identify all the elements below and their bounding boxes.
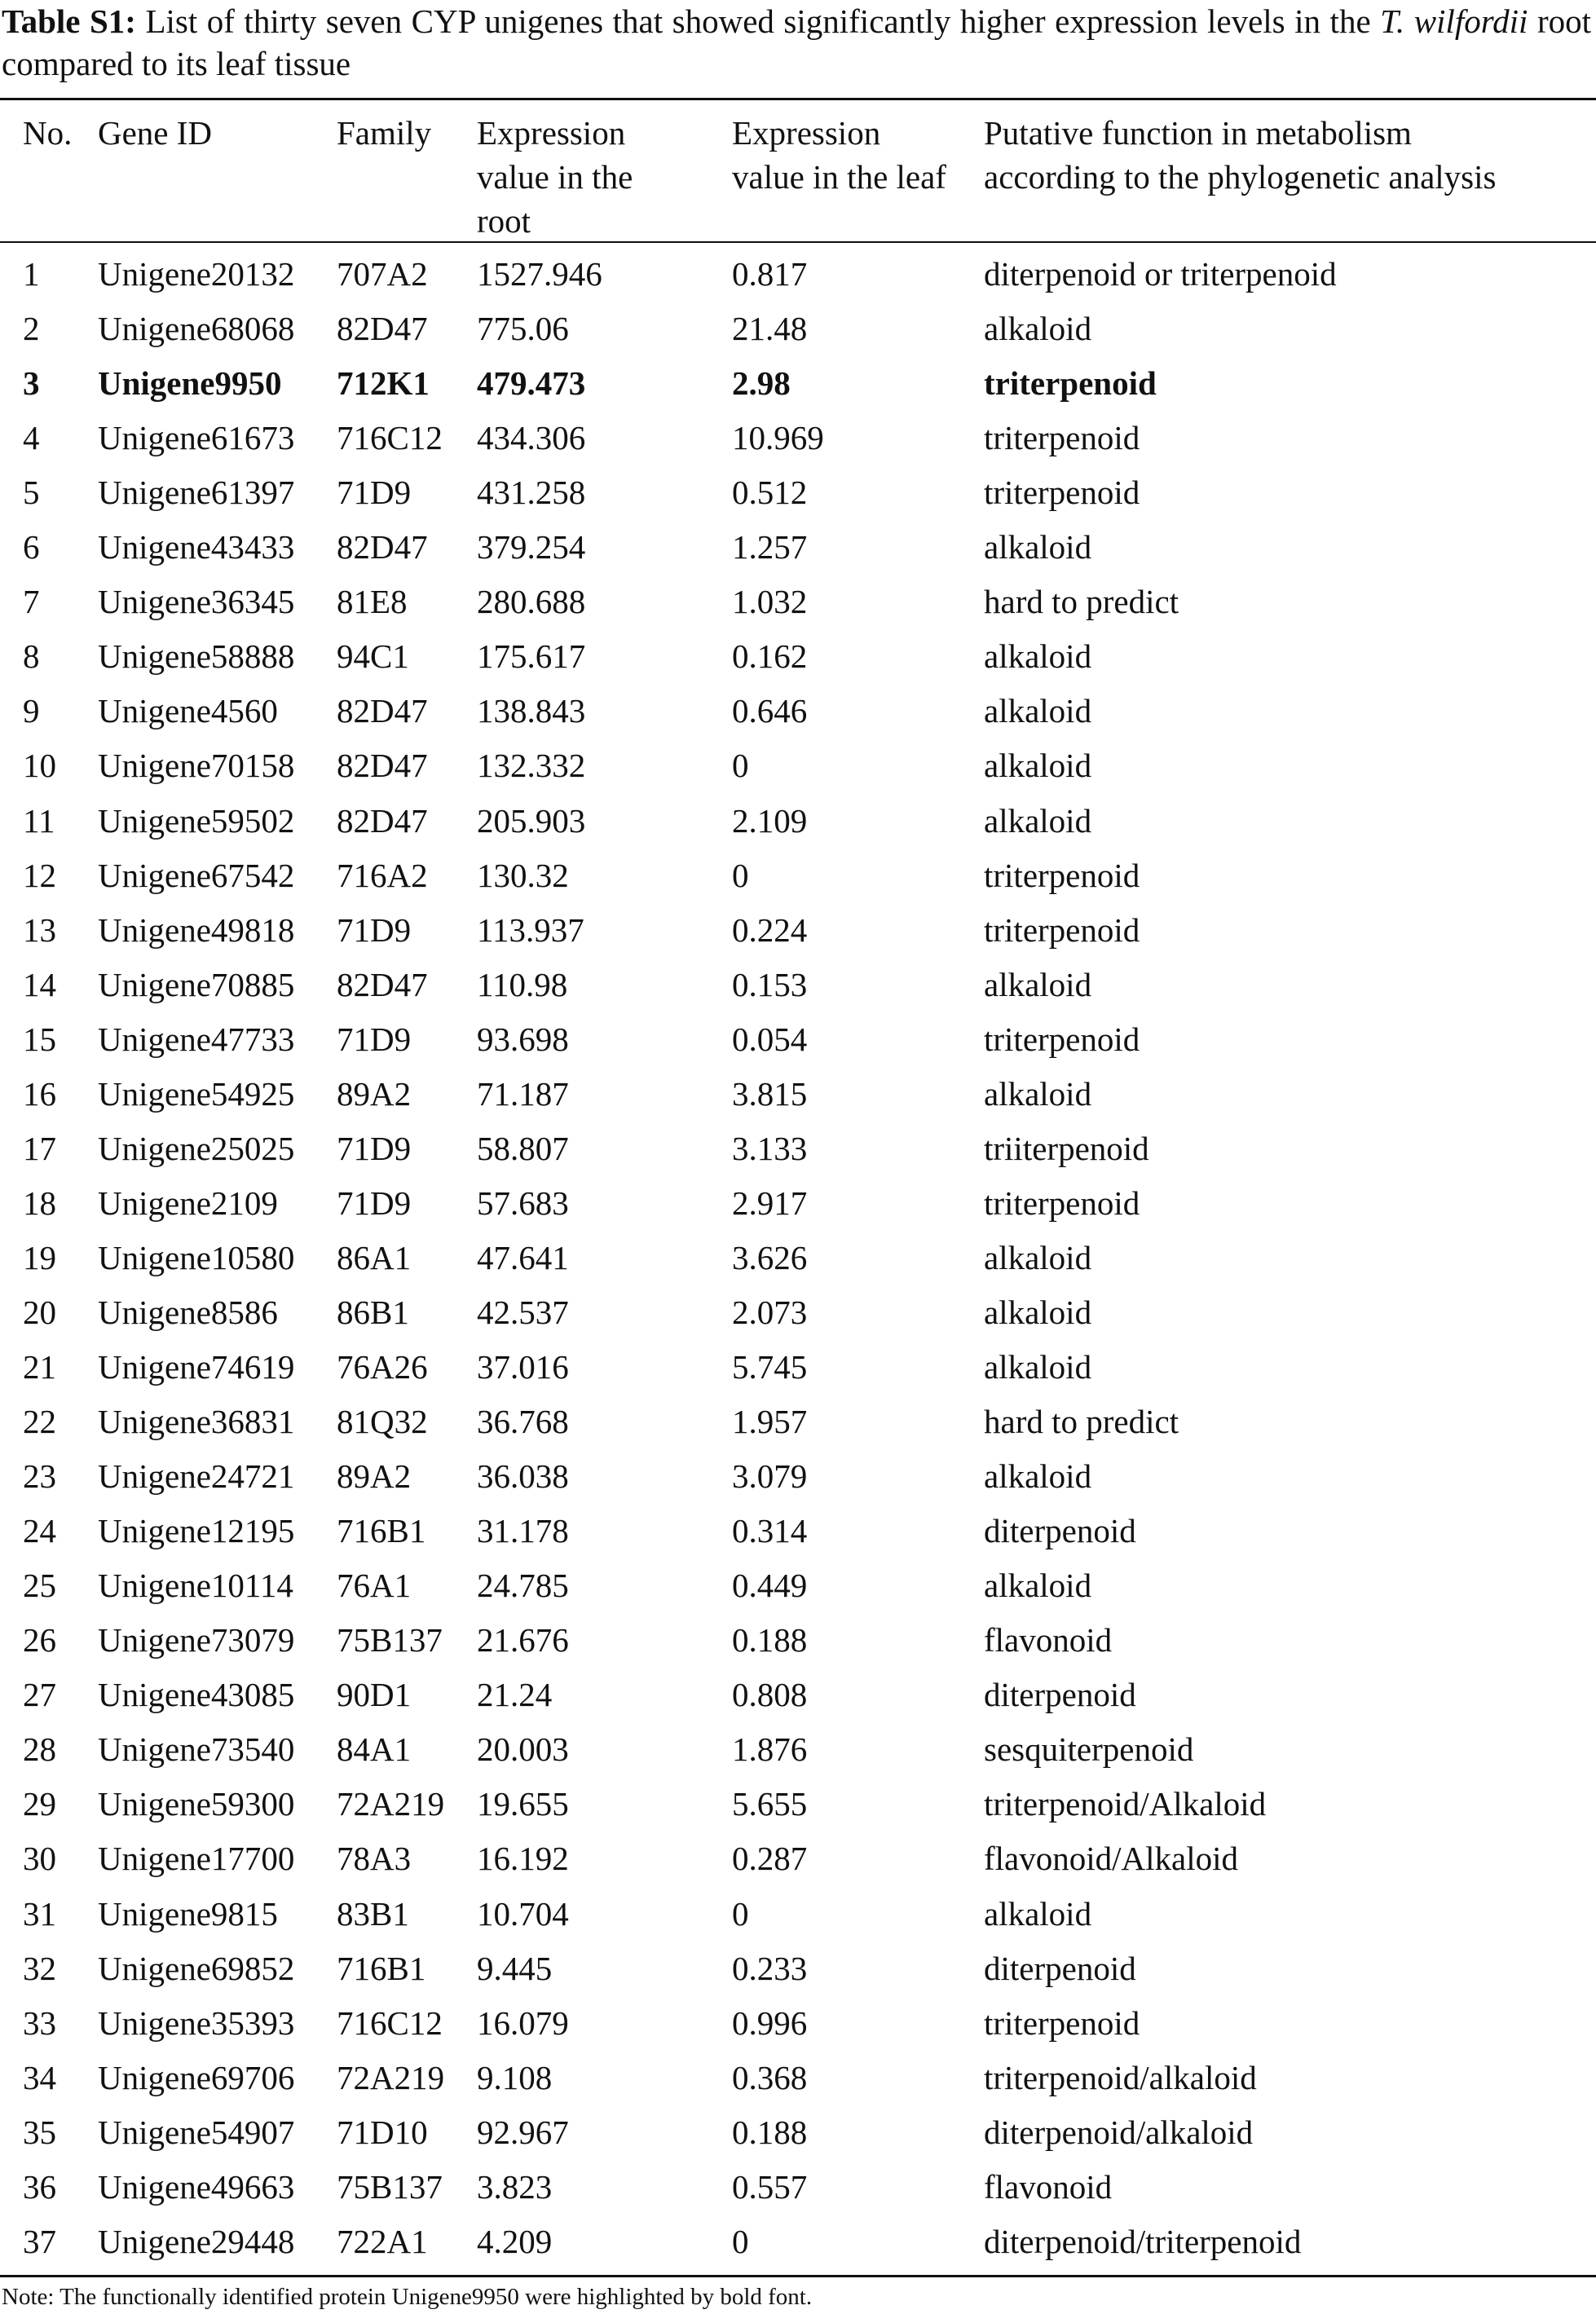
leaf-expression-cell: 0	[732, 856, 749, 894]
root-expression-cell: 57.683	[477, 1183, 569, 1222]
family-cell: 716A2	[337, 856, 428, 894]
gene-id-cell: Unigene8586	[98, 1293, 278, 1331]
table-row	[0, 2051, 1596, 2105]
table-row	[0, 1122, 1596, 1176]
leaf-expression-cell: 0	[732, 2222, 749, 2260]
root-expression-cell: 21.676	[477, 1621, 569, 1659]
table-row	[0, 1668, 1596, 1722]
caption-text-part2: root compared to its leaf tissue	[2, 2, 1591, 82]
root-expression-cell: 19.655	[477, 1785, 569, 1823]
table-row	[0, 575, 1596, 629]
family-cell: 75B137	[337, 1621, 443, 1659]
table-row	[0, 1285, 1596, 1340]
no-cell: 5	[23, 474, 40, 512]
table-row	[0, 1340, 1596, 1395]
function-cell: alkaloid	[984, 1074, 1092, 1113]
leaf-expression-cell: 21.48	[732, 310, 808, 348]
leaf-expression-cell: 0.646	[732, 692, 808, 730]
leaf-expression-cell: 0.512	[732, 474, 808, 512]
function-cell: triterpenoid	[984, 1020, 1140, 1058]
root-expression-cell: 379.254	[477, 528, 586, 566]
no-cell: 4	[23, 419, 40, 457]
root-expression-cell: 21.24	[477, 1676, 553, 1714]
no-cell: 19	[23, 1238, 56, 1276]
table-row	[0, 1231, 1596, 1285]
gene-id-cell: Unigene35393	[98, 2003, 295, 2042]
gene-id-cell: Unigene2109	[98, 1183, 278, 1222]
function-cell: alkaloid	[984, 1457, 1092, 1496]
function-cell: flavonoid	[984, 2167, 1113, 2206]
family-cell: 716B1	[337, 1512, 426, 1550]
no-cell: 15	[23, 1020, 56, 1058]
leaf-expression-cell: 0.054	[732, 1020, 808, 1058]
gene-id-cell: Unigene54925	[98, 1074, 295, 1113]
no-cell: 26	[23, 1621, 56, 1659]
table-row	[0, 1176, 1596, 1231]
leaf-expression-cell: 0.153	[732, 965, 808, 1003]
root-expression-cell: 92.967	[477, 2113, 569, 2151]
family-cell: 716B1	[337, 1949, 426, 1987]
gene-id-cell: Unigene54907	[98, 2113, 295, 2151]
table-caption	[2, 0, 1591, 85]
leaf-expression-cell: 1.032	[732, 583, 808, 621]
gene-id-cell: Unigene69706	[98, 2058, 295, 2096]
caption-text-part1: List of thirty seven CYP unigenes that showed significantly higher expression levels in the	[135, 2, 1381, 40]
function-cell: triiterpenoid	[984, 1129, 1149, 1167]
family-cell: 86B1	[337, 1293, 409, 1331]
no-cell: 3	[23, 364, 40, 403]
no-cell: 20	[23, 1293, 56, 1331]
gene-id-cell: Unigene59300	[98, 1785, 295, 1823]
family-cell: 712K1	[337, 364, 430, 403]
table-row	[0, 411, 1596, 465]
function-cell: alkaloid	[984, 528, 1092, 566]
table-row	[0, 848, 1596, 903]
gene-id-cell: Unigene69852	[98, 1949, 295, 1987]
root-expression-cell: 58.807	[477, 1129, 569, 1167]
function-cell: flavonoid/Alkaloid	[984, 1840, 1239, 1878]
table-row	[0, 794, 1596, 848]
no-cell: 18	[23, 1183, 56, 1222]
gene-id-cell: Unigene4560	[98, 692, 278, 730]
function-cell: triterpenoid	[984, 2003, 1140, 2042]
table-row	[0, 1613, 1596, 1668]
gene-id-cell: Unigene24721	[98, 1457, 295, 1496]
family-cell: 82D47	[337, 692, 428, 730]
gene-id-cell: Unigene43085	[98, 1676, 295, 1714]
leaf-expression-cell: 2.109	[732, 801, 808, 840]
no-cell: 35	[23, 2113, 56, 2151]
family-cell: 71D10	[337, 2113, 428, 2151]
table-row	[0, 629, 1596, 684]
family-cell: 90D1	[337, 1676, 412, 1714]
function-cell: alkaloid	[984, 1293, 1092, 1331]
leaf-expression-cell: 2.073	[732, 1293, 808, 1331]
root-expression-cell: 4.209	[477, 2222, 553, 2260]
no-cell: 33	[23, 2003, 56, 2042]
family-cell: 72A219	[337, 2058, 445, 2096]
no-cell: 31	[23, 1894, 56, 1933]
gene-id-cell: Unigene9950	[98, 364, 282, 403]
family-cell: 94C1	[337, 637, 409, 676]
family-cell: 71D9	[337, 1020, 412, 1058]
leaf-expression-cell: 3.079	[732, 1457, 808, 1496]
leaf-expression-cell: 5.745	[732, 1348, 808, 1386]
header-expression-leaf: Expression value in the leaf	[732, 114, 946, 196]
function-cell: triterpenoid	[984, 364, 1157, 403]
family-cell: 81Q32	[337, 1403, 428, 1441]
root-expression-cell: 36.768	[477, 1403, 569, 1441]
gene-id-cell: Unigene17700	[98, 1840, 295, 1878]
leaf-expression-cell: 1.957	[732, 1403, 808, 1441]
leaf-expression-cell: 2.917	[732, 1183, 808, 1222]
root-expression-cell: 71.187	[477, 1074, 569, 1113]
family-cell: 71D9	[337, 474, 412, 512]
root-expression-cell: 20.003	[477, 1730, 569, 1769]
root-expression-cell: 9.108	[477, 2058, 553, 2096]
leaf-expression-cell: 0.808	[732, 1676, 808, 1714]
leaf-expression-cell: 3.815	[732, 1074, 808, 1113]
no-cell: 32	[23, 1949, 56, 1987]
family-cell: 75B137	[337, 2167, 443, 2206]
table-row	[0, 1996, 1596, 2051]
gene-id-cell: Unigene36831	[98, 1403, 295, 1441]
table-row	[0, 1831, 1596, 1886]
family-cell: 78A3	[337, 1840, 412, 1878]
root-expression-cell: 110.98	[477, 965, 568, 1003]
family-cell: 89A2	[337, 1457, 412, 1496]
function-cell: triterpenoid	[984, 856, 1140, 894]
gene-id-cell: Unigene49818	[98, 910, 295, 949]
function-cell: diterpenoid/triterpenoid	[984, 2222, 1302, 2260]
table-row	[0, 2160, 1596, 2215]
family-cell: 82D47	[337, 965, 428, 1003]
family-cell: 76A26	[337, 1348, 428, 1386]
table-row	[0, 1558, 1596, 1613]
header-no: No.	[23, 114, 73, 152]
family-cell: 81E8	[337, 583, 408, 621]
family-cell: 716C12	[337, 419, 443, 457]
family-cell: 716C12	[337, 2003, 443, 2042]
no-cell: 21	[23, 1348, 56, 1386]
leaf-expression-cell: 0	[732, 747, 749, 785]
function-cell: triterpenoid	[984, 1183, 1140, 1222]
function-cell: diterpenoid or triterpenoid	[984, 255, 1337, 293]
table-row	[0, 1067, 1596, 1122]
gene-id-cell: Unigene70158	[98, 747, 295, 785]
no-cell: 24	[23, 1512, 56, 1550]
family-cell: 71D9	[337, 1129, 412, 1167]
family-cell: 82D47	[337, 528, 428, 566]
family-cell: 89A2	[337, 1074, 412, 1113]
header-family: Family	[337, 114, 432, 152]
root-expression-cell: 42.537	[477, 1293, 569, 1331]
leaf-expression-cell: 1.257	[732, 528, 808, 566]
function-cell: triterpenoid	[984, 419, 1140, 457]
root-expression-cell: 10.704	[477, 1894, 569, 1933]
gene-id-cell: Unigene10114	[98, 1567, 293, 1605]
root-expression-cell: 138.843	[477, 692, 586, 730]
leaf-expression-cell: 0.233	[732, 1949, 808, 1987]
root-expression-cell: 175.617	[477, 637, 586, 676]
function-cell: alkaloid	[984, 637, 1092, 676]
table-row	[0, 2105, 1596, 2160]
gene-id-cell: Unigene9815	[98, 1894, 278, 1933]
gene-id-cell: Unigene49663	[98, 2167, 295, 2206]
gene-id-cell: Unigene73079	[98, 1621, 295, 1659]
function-cell: hard to predict	[984, 583, 1179, 621]
root-expression-cell: 36.038	[477, 1457, 569, 1496]
root-expression-cell: 479.473	[477, 364, 586, 403]
table-bottom-rule	[0, 2275, 1596, 2277]
gene-id-cell: Unigene29448	[98, 2222, 295, 2260]
no-cell: 17	[23, 1129, 56, 1167]
table-row	[0, 684, 1596, 738]
function-cell: triterpenoid/Alkaloid	[984, 1785, 1267, 1823]
root-expression-cell: 132.332	[477, 747, 586, 785]
root-expression-cell: 3.823	[477, 2167, 553, 2206]
table-row	[0, 2215, 1596, 2269]
function-cell: alkaloid	[984, 692, 1092, 730]
table-row	[0, 520, 1596, 575]
function-cell: triterpenoid	[984, 474, 1140, 512]
table-row	[0, 1777, 1596, 1831]
no-cell: 22	[23, 1403, 56, 1441]
gene-id-cell: Unigene59502	[98, 801, 295, 840]
table-row	[0, 465, 1596, 520]
root-expression-cell: 431.258	[477, 474, 586, 512]
table-row	[0, 1395, 1596, 1449]
no-cell: 9	[23, 692, 40, 730]
table-row	[0, 958, 1596, 1012]
family-cell: 76A1	[337, 1567, 412, 1605]
no-cell: 11	[23, 801, 55, 840]
table-row	[0, 302, 1596, 356]
function-cell: alkaloid	[984, 1348, 1092, 1386]
function-cell: sesquiterpenoid	[984, 1730, 1194, 1769]
table-row	[0, 903, 1596, 958]
gene-id-cell: Unigene10580	[98, 1238, 295, 1276]
root-expression-cell: 93.698	[477, 1020, 569, 1058]
function-cell: diterpenoid	[984, 1512, 1136, 1550]
table-row	[0, 1722, 1596, 1777]
leaf-expression-cell: 3.626	[732, 1238, 808, 1276]
root-expression-cell: 24.785	[477, 1567, 569, 1605]
table-top-rule	[0, 98, 1596, 100]
gene-id-cell: Unigene43433	[98, 528, 295, 566]
leaf-expression-cell: 1.876	[732, 1730, 808, 1769]
family-cell: 82D47	[337, 801, 428, 840]
root-expression-cell: 113.937	[477, 910, 584, 949]
leaf-expression-cell: 0.188	[732, 2113, 808, 2151]
leaf-expression-cell: 0	[732, 1894, 749, 1933]
no-cell: 10	[23, 747, 56, 785]
function-cell: diterpenoid/alkaloid	[984, 2113, 1254, 2151]
leaf-expression-cell: 2.98	[732, 364, 791, 403]
table-header-rule	[0, 241, 1596, 243]
function-cell: alkaloid	[984, 747, 1092, 785]
no-cell: 28	[23, 1730, 56, 1769]
no-cell: 37	[23, 2222, 56, 2260]
family-cell: 72A219	[337, 1785, 445, 1823]
table-row	[0, 738, 1596, 793]
root-expression-cell: 31.178	[477, 1512, 569, 1550]
no-cell: 12	[23, 856, 56, 894]
gene-id-cell: Unigene12195	[98, 1512, 295, 1550]
leaf-expression-cell: 3.133	[732, 1129, 808, 1167]
table-row	[0, 1012, 1596, 1067]
gene-id-cell: Unigene67542	[98, 856, 295, 894]
gene-id-cell: Unigene70885	[98, 965, 295, 1003]
no-cell: 30	[23, 1840, 56, 1878]
leaf-expression-cell: 0.996	[732, 2003, 808, 2042]
table-row	[0, 1887, 1596, 1942]
root-expression-cell: 16.192	[477, 1840, 569, 1878]
family-cell: 71D9	[337, 1183, 412, 1222]
header-gene-id: Gene ID	[98, 114, 213, 152]
root-expression-cell: 130.32	[477, 856, 569, 894]
function-cell: flavonoid	[984, 1621, 1113, 1659]
root-expression-cell: 775.06	[477, 310, 569, 348]
leaf-expression-cell: 5.655	[732, 1785, 808, 1823]
family-cell: 82D47	[337, 310, 428, 348]
family-cell: 84A1	[337, 1730, 412, 1769]
no-cell: 6	[23, 528, 40, 566]
no-cell: 8	[23, 637, 40, 676]
leaf-expression-cell: 10.969	[732, 419, 824, 457]
root-expression-cell: 205.903	[477, 801, 586, 840]
no-cell: 27	[23, 1676, 56, 1714]
leaf-expression-cell: 0.162	[732, 637, 808, 676]
caption-label: Table S1:	[2, 2, 136, 40]
leaf-expression-cell: 0.314	[732, 1512, 808, 1550]
no-cell: 36	[23, 2167, 56, 2206]
gene-id-cell: Unigene61673	[98, 419, 295, 457]
root-expression-cell: 280.688	[477, 583, 586, 621]
gene-id-cell: Unigene20132	[98, 255, 295, 293]
family-cell: 71D9	[337, 910, 412, 949]
family-cell: 82D47	[337, 747, 428, 785]
gene-id-cell: Unigene73540	[98, 1730, 295, 1769]
table-row	[0, 247, 1596, 302]
root-expression-cell: 9.445	[477, 1949, 553, 1987]
root-expression-cell: 434.306	[477, 419, 586, 457]
function-cell: alkaloid	[984, 310, 1092, 348]
no-cell: 29	[23, 1785, 56, 1823]
leaf-expression-cell: 0.224	[732, 910, 808, 949]
root-expression-cell: 47.641	[477, 1238, 569, 1276]
leaf-expression-cell: 0.557	[732, 2167, 808, 2206]
leaf-expression-cell: 0.287	[732, 1840, 808, 1878]
leaf-expression-cell: 0.817	[732, 255, 808, 293]
function-cell: diterpenoid	[984, 1676, 1136, 1714]
root-expression-cell: 37.016	[477, 1348, 569, 1386]
function-cell: alkaloid	[984, 965, 1092, 1003]
no-cell: 14	[23, 965, 56, 1003]
root-expression-cell: 16.079	[477, 2003, 569, 2042]
no-cell: 2	[23, 310, 40, 348]
table-row	[0, 1504, 1596, 1558]
gene-id-cell: Unigene61397	[98, 474, 295, 512]
family-cell: 83B1	[337, 1894, 409, 1933]
gene-id-cell: Unigene25025	[98, 1129, 295, 1167]
header-expression-root: Expression value in the root	[477, 114, 633, 240]
gene-id-cell: Unigene58888	[98, 637, 295, 676]
function-cell: hard to predict	[984, 1403, 1179, 1441]
function-cell: diterpenoid	[984, 1949, 1136, 1987]
no-cell: 34	[23, 2058, 56, 2096]
function-cell: alkaloid	[984, 1894, 1092, 1933]
gene-id-cell: Unigene47733	[98, 1020, 295, 1058]
leaf-expression-cell: 0.449	[732, 1567, 808, 1605]
family-cell: 86A1	[337, 1238, 412, 1276]
table-note: Note: The functionally identified protein Unigene9950 were highlighted by bold font.	[2, 2284, 813, 2310]
table-row	[0, 1942, 1596, 1996]
no-cell: 1	[23, 255, 40, 293]
family-cell: 707A2	[337, 255, 428, 293]
leaf-expression-cell: 0.368	[732, 2058, 808, 2096]
leaf-expression-cell: 0.188	[732, 1621, 808, 1659]
no-cell: 23	[23, 1457, 56, 1496]
root-expression-cell: 1527.946	[477, 255, 602, 293]
gene-id-cell: Unigene74619	[98, 1348, 295, 1386]
function-cell: alkaloid	[984, 801, 1092, 840]
no-cell: 7	[23, 583, 40, 621]
function-cell: alkaloid	[984, 1567, 1092, 1605]
caption-species-name: T. wilfordii	[1380, 2, 1528, 40]
function-cell: triterpenoid	[984, 910, 1140, 949]
no-cell: 25	[23, 1567, 56, 1605]
function-cell: triterpenoid/alkaloid	[984, 2058, 1257, 2096]
gene-id-cell: Unigene68068	[98, 310, 295, 348]
table-row	[0, 356, 1596, 411]
family-cell: 722A1	[337, 2222, 428, 2260]
gene-id-cell: Unigene36345	[98, 583, 295, 621]
header-putative-function: Putative function in metabolism according to the phylogenetic analysis	[984, 114, 1497, 196]
no-cell: 13	[23, 910, 56, 949]
function-cell: alkaloid	[984, 1238, 1092, 1276]
table-row	[0, 1449, 1596, 1504]
no-cell: 16	[23, 1074, 56, 1113]
